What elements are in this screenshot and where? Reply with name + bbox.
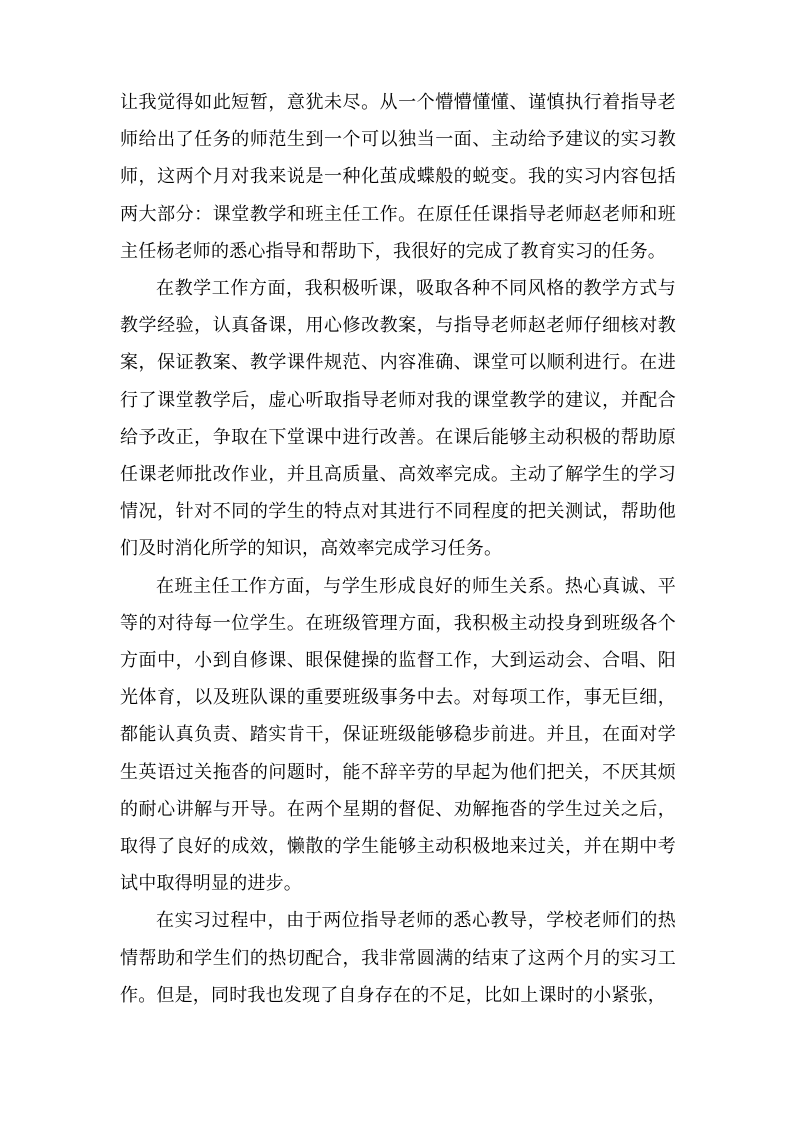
paragraph-class-teacher-work: 在班主任工作方面，与学生形成良好的师生关系。热心真诚、平等的对待每一位学生。在班级管理方面，我积极主动投身到班级各个方面中，小到自修课、眼保健操的监督工作，大到运动会、合唱、阳光体育，以及班队课的重要班级事务中去。对每项工作，事无巨细，都能认真负责、踏实肯干，保证班级能够稳步前进。并且，在面对学生英语过关拖沓的问题时，能不辞辛劳的早起为他们把关，不厌其烦的耐心讲解与开导。在两个星期的督促、劝解拖沓的学生过关之后，取得了良好的成效，懒散的学生能够主动积极地来过关，并在期中考试中取得明显的进步。 [120, 575, 676, 895]
paragraph-continuation: 让我觉得如此短暂，意犹未尽。从一个懵懵懂懂、谨慎执行着指导老师给出了任务的师范生到一个可以独当一面、主动给予建议的实习教师，这两个月对我来说是一种化茧成蝶般的蜕变。我的实习内容包括两大部分：课堂教学和班主任工作。在原任任课指导老师赵老师和班主任杨老师的悉心指导和帮助下，我很好的完成了教育实习的任务。 [120, 92, 676, 262]
document-body [120, 84, 676, 1014]
paragraph-teaching-work: 在教学工作方面，我积极听课，吸取各种不同风格的教学方式与教学经验，认真备课，用心修改教案，与指导老师赵老师仔细核对教案，保证教案、教学课件规范、内容准确、课堂可以顺利进行。在进行了课堂教学后，虚心听取指导老师对我的课堂教学的建议，并配合给予改正，争取在下堂课中进行改善。在课后能够主动积极的帮助原任课老师批改作业，并且高质量、高效率完成。主动了解学生的学习情况，针对不同的学生的特点对其进行不同程度的把关测试，帮助他们及时消化所学的知识，高效率完成学习任务。 [120, 278, 676, 560]
paragraph-internship-summary: 在实习过程中，由于两位指导老师的悉心教导，学校老师们的热情帮助和学生们的热切配合，我非常圆满的结束了这两个月的实习工作。但是，同时我也发现了自身存在的不足，比如上课时的小紧张， [120, 910, 676, 1006]
